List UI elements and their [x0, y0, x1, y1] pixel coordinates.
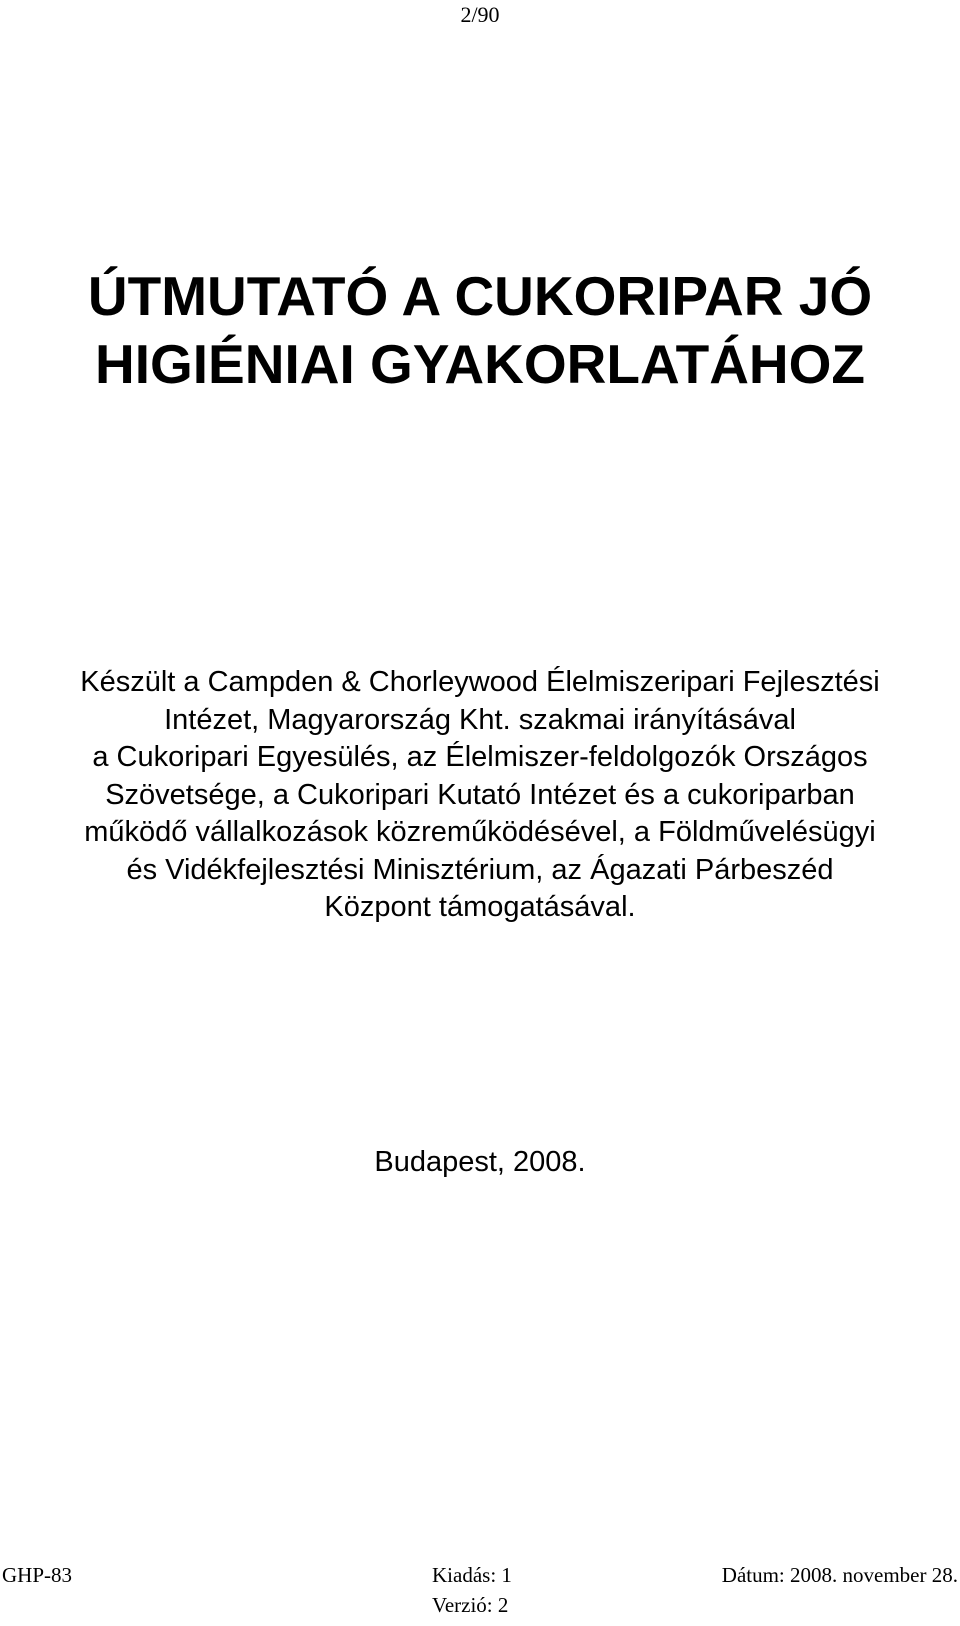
intro-line: a Cukoripari Egyesülés, az Élelmiszer-feldolgozók Országos	[92, 741, 868, 773]
intro-line: Központ támogatásával.	[324, 891, 636, 923]
document-title-line-1: ÚTMUTATÓ A CUKORIPAR JÓ	[87, 265, 873, 327]
footer-date: Dátum: 2008. november 28.	[721, 1563, 958, 1587]
intro-line: Készült a Campden & Chorleywood Élelmiszeripari Fejlesztési	[80, 666, 880, 698]
intro-line: és Vidékfejlesztési Minisztérium, az Ágazati Párbeszéd	[126, 853, 834, 886]
intro-line: Intézet, Magyarország Kht. szakmai irányításával	[164, 703, 796, 736]
footer-edition: Kiadás: 1	[432, 1563, 512, 1587]
intro-paragraph	[0, 664, 960, 927]
place-and-date: Budapest, 2008.	[374, 1146, 586, 1178]
document-title-line-2: HIGIÉNIAI GYAKORLATÁHOZ	[94, 333, 866, 395]
intro-line: Szövetsége, a Cukoripari Kutató Intézet és a cukoriparban	[105, 778, 855, 811]
page-number: 2/90	[460, 2, 500, 27]
intro-line: működő vállalkozások közreműködésével, a Földművelésügyi	[84, 816, 876, 848]
document-title	[0, 262, 960, 398]
footer-version: Verzió: 2	[432, 1593, 509, 1617]
footer-document-code: GHP-83	[2, 1563, 73, 1587]
